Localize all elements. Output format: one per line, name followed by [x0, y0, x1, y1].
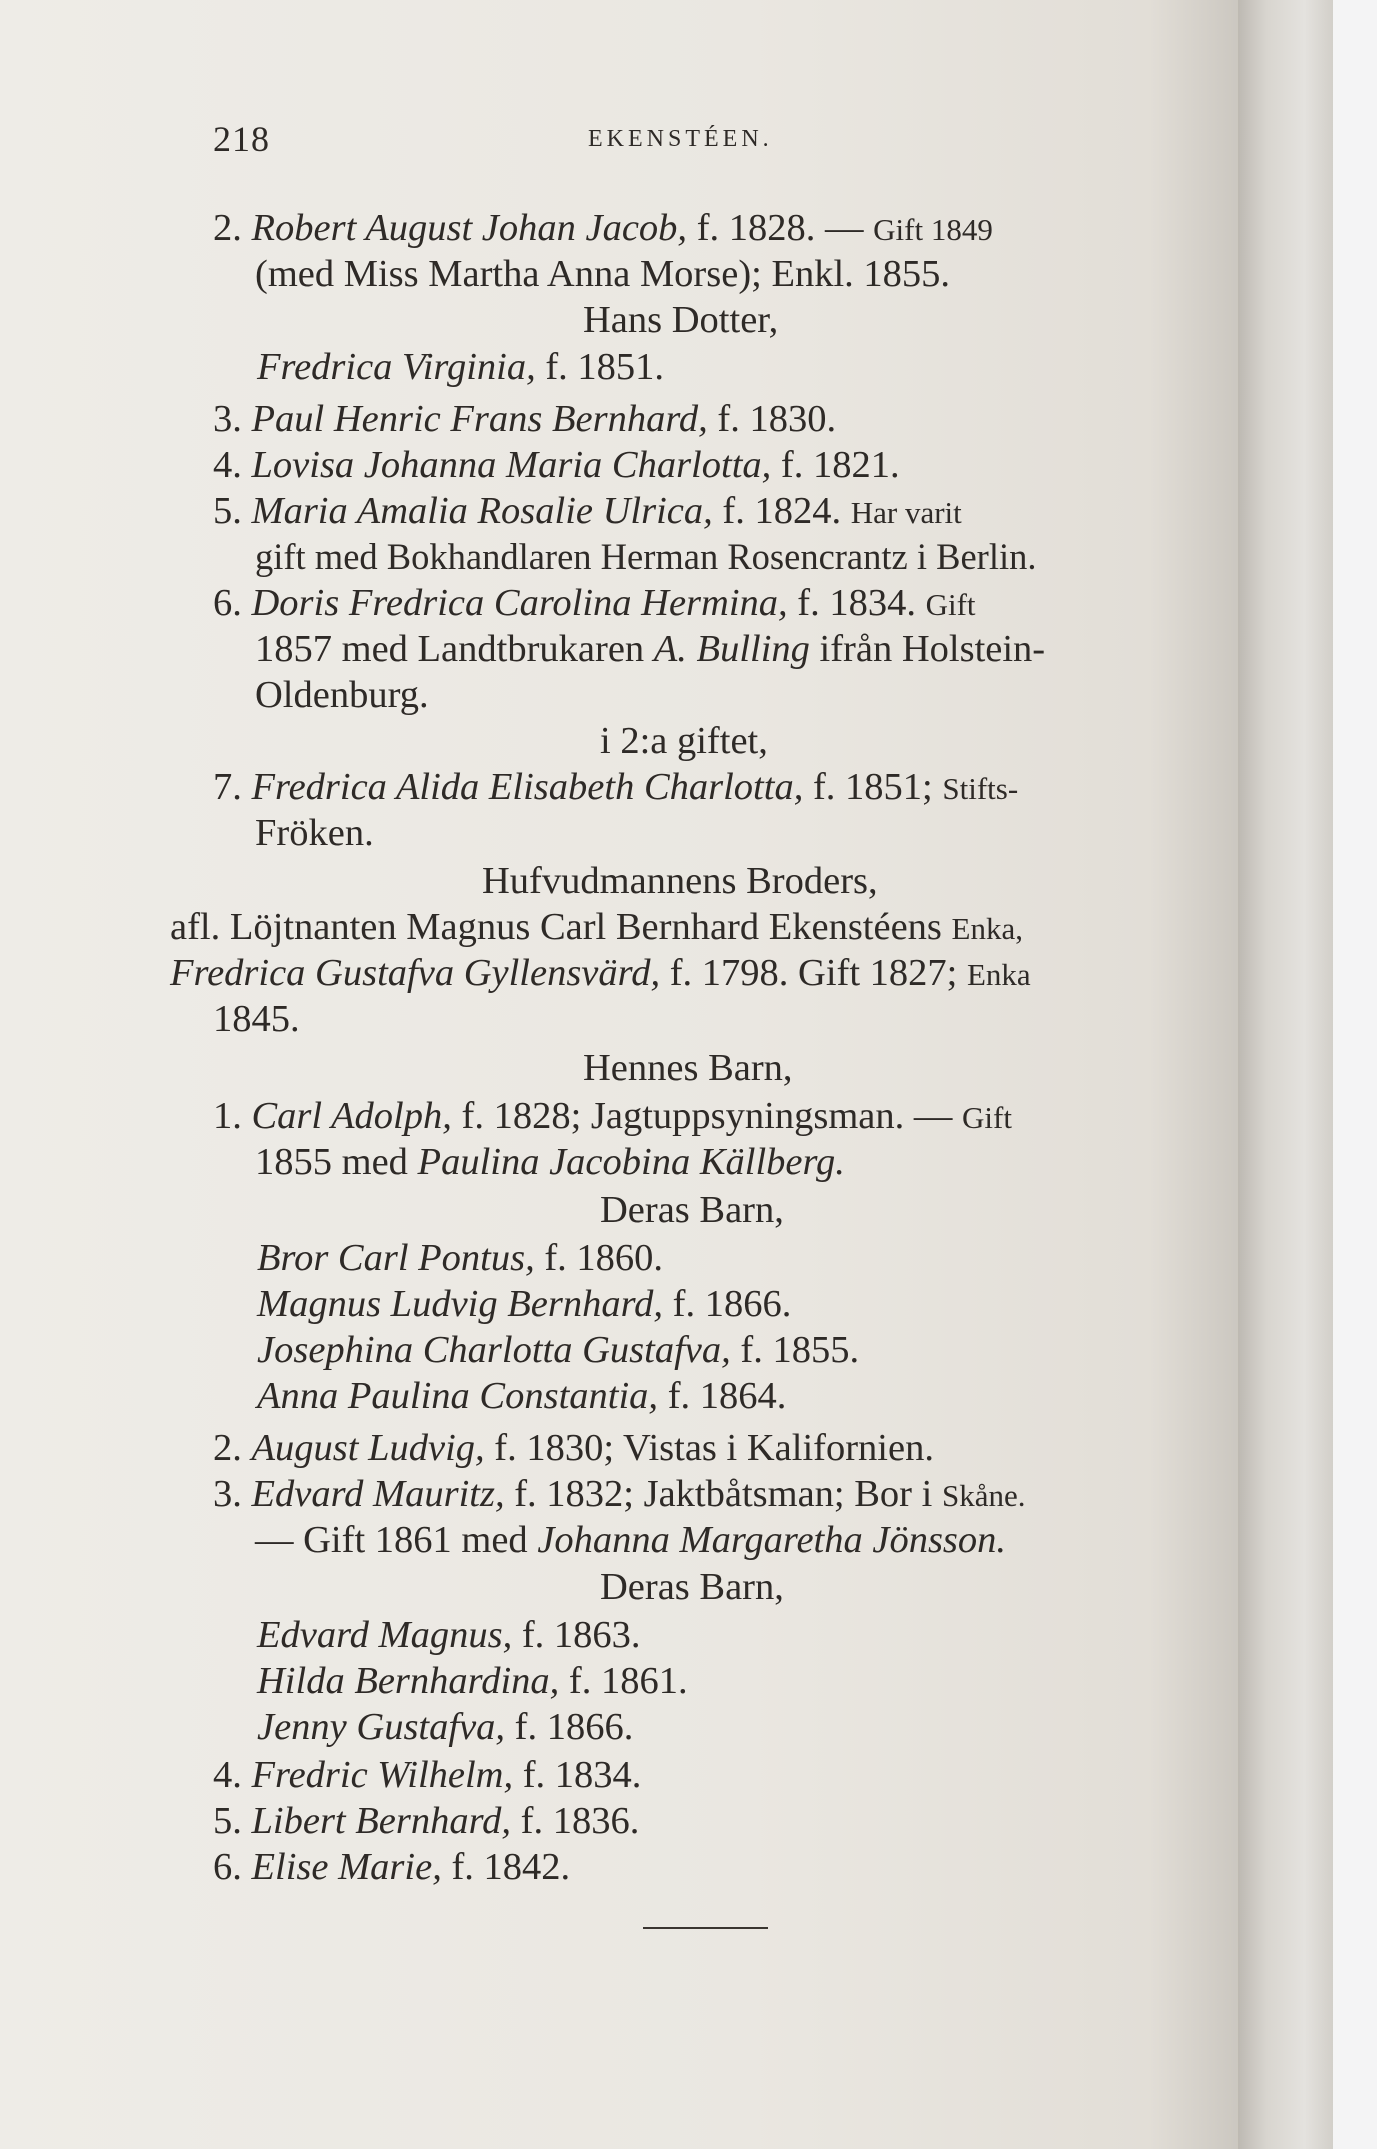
text-line: [170, 950, 1031, 998]
line-text: f. 1866.: [505, 1706, 634, 1748]
page-header: [213, 118, 833, 158]
person-name: Edvard Magnus,: [257, 1614, 513, 1656]
text-line: [213, 205, 993, 253]
book-gutter: [1238, 0, 1333, 2149]
person-name: Paul Henric Frans Bernhard,: [251, 398, 708, 440]
text-line: [213, 1425, 934, 1471]
section-heading: Hennes Barn,: [583, 1047, 793, 1089]
entry-number: 7.: [213, 766, 242, 808]
text-line: [257, 1281, 791, 1327]
person-name: Paulina Jacobina Källberg.: [417, 1141, 845, 1183]
person-name: Hilda Bernhardina,: [257, 1660, 560, 1702]
line-text: f. 1830; Vistas i Kalifornien.: [484, 1427, 934, 1469]
section-heading: Deras Barn,: [600, 1189, 784, 1231]
line-text: f. 1842.: [441, 1846, 571, 1888]
line-text: f. 1828. —: [687, 207, 874, 249]
text-line: Oldenburg.: [255, 674, 429, 716]
text-line: [213, 1093, 1012, 1141]
text-line: [257, 1235, 663, 1281]
person-name: August Ludvig,: [251, 1427, 485, 1469]
line-text: f. 1821.: [771, 444, 900, 486]
entry-number: 4.: [213, 1754, 242, 1796]
person-name: Elise Marie,: [251, 1846, 442, 1888]
section-heading: i 2:a giftet,: [600, 720, 768, 762]
person-name: Maria Amalia Rosalie Ulrica,: [251, 490, 713, 532]
text-line: [257, 344, 664, 390]
person-name: Lovisa Johanna Maria Charlotta,: [251, 444, 772, 486]
section-heading: Hufvudmannens Broders,: [482, 860, 878, 902]
person-name: Fredric Wilhelm,: [251, 1754, 514, 1796]
entry-number: 4.: [213, 444, 242, 486]
person-name: Robert August Johan Jacob,: [251, 207, 688, 249]
line-tail: Gift: [962, 1100, 1012, 1135]
line-text: f. 1855.: [730, 1329, 860, 1371]
line-tail: Gift: [925, 587, 976, 622]
text-line: [213, 1752, 641, 1798]
line-text: — Gift 1861 med: [255, 1519, 538, 1561]
text-line: [213, 1844, 570, 1890]
text-line: 1845.: [213, 998, 300, 1040]
entry-number: 5.: [213, 1800, 242, 1842]
person-name: Magnus Ludvig Bernhard,: [257, 1283, 664, 1325]
line-text: afl. Löjtnanten Magnus Carl Bernhard Ekenstéens: [170, 906, 952, 948]
entry-number: 6.: [213, 1846, 242, 1888]
line-text: f. 1834.: [513, 1754, 642, 1796]
text-line: [257, 1612, 641, 1658]
line-text: f. 1798. Gift 1827;: [660, 952, 967, 994]
line-text: f. 1864.: [658, 1375, 787, 1417]
line-tail: Enka,: [951, 911, 1023, 946]
line-text: f. 1851;: [803, 766, 943, 808]
person-name: Anna Paulina Constantia,: [257, 1375, 659, 1417]
line-text: f. 1836.: [511, 1800, 640, 1842]
line-text: ifrån Holstein-: [809, 628, 1046, 670]
entry-number: 3.: [213, 1473, 242, 1515]
line-text: f. 1860.: [534, 1237, 664, 1279]
section-heading: Hans Dotter,: [583, 299, 779, 341]
section-heading: Deras Barn,: [600, 1566, 784, 1608]
person-name: Jenny Gustafva,: [257, 1706, 506, 1748]
text-line: [213, 488, 962, 536]
text-line: [213, 442, 900, 488]
person-name: Fredrica Virginia,: [257, 346, 536, 388]
text-line: Fröken.: [255, 812, 374, 854]
text-line: [213, 396, 836, 442]
text-line: [213, 580, 976, 628]
text-line: [170, 904, 1023, 952]
person-name: Josephina Charlotta Gustafva,: [257, 1329, 731, 1371]
line-tail: Stifts-: [942, 771, 1019, 806]
line-text: 1855 med: [255, 1141, 418, 1183]
person-name: Bror Carl Pontus,: [257, 1237, 535, 1279]
end-rule: [643, 1927, 768, 1929]
person-name: Johanna Margaretha Jönsson.: [537, 1519, 1007, 1561]
line-text: f. 1824.: [712, 490, 851, 532]
line-text: f. 1861.: [559, 1660, 688, 1702]
text-line: [213, 1798, 639, 1844]
text-line: [213, 1471, 1025, 1519]
text-line: (med Miss Martha Anna Morse); Enkl. 1855.: [255, 253, 951, 295]
line-text: f. 1863.: [512, 1614, 641, 1656]
text-line: [255, 626, 1045, 672]
person-name: Fredrica Alida Elisabeth Charlotta,: [251, 766, 804, 808]
line-text: f. 1832; Jaktbåtsman; Bor i: [504, 1473, 942, 1515]
line-text: 1857 med Landtbrukaren: [255, 628, 654, 670]
text-line: [257, 1658, 688, 1704]
text-line: [257, 1704, 633, 1750]
line-tail: Enka: [967, 957, 1031, 992]
line-text: f. 1830.: [707, 398, 837, 440]
line-tail: Skåne.: [941, 1478, 1026, 1513]
line-text: f. 1866.: [663, 1283, 792, 1325]
person-name: A. Bulling: [653, 628, 810, 670]
line-tail: Har varit: [850, 495, 962, 530]
entry-number: 2.: [213, 1427, 242, 1469]
text-line: [255, 1139, 845, 1185]
page-margin: [1333, 0, 1377, 2149]
text-line: [255, 1517, 1006, 1563]
line-tail: Gift 1849: [873, 212, 993, 247]
page-number: 218: [213, 119, 270, 159]
text-line: [257, 1327, 859, 1373]
text-line: [213, 764, 1018, 812]
entry-number: 3.: [213, 398, 242, 440]
person-name: Edvard Mauritz,: [251, 1473, 505, 1515]
line-text: f. 1851.: [535, 346, 665, 388]
text-line: gift med Bokhandlaren Herman Rosencrantz i Berlin.: [255, 536, 1037, 577]
person-name: Fredrica Gustafva Gyllensvärd,: [170, 952, 661, 994]
entry-number: 2.: [213, 207, 242, 249]
line-text: f. 1834.: [787, 582, 926, 624]
person-name: Libert Bernhard,: [251, 1800, 512, 1842]
line-text: f. 1828; Jagtuppsyningsman. —: [451, 1095, 962, 1137]
running-head: EKENSTÉEN.: [588, 126, 773, 152]
entry-number: 6.: [213, 582, 242, 624]
text-line: [257, 1373, 786, 1419]
entry-number: 5.: [213, 490, 242, 532]
entry-number: 1.: [213, 1095, 242, 1137]
person-name: Doris Fredrica Carolina Hermina,: [251, 582, 788, 624]
person-name: Carl Adolph,: [251, 1095, 452, 1137]
